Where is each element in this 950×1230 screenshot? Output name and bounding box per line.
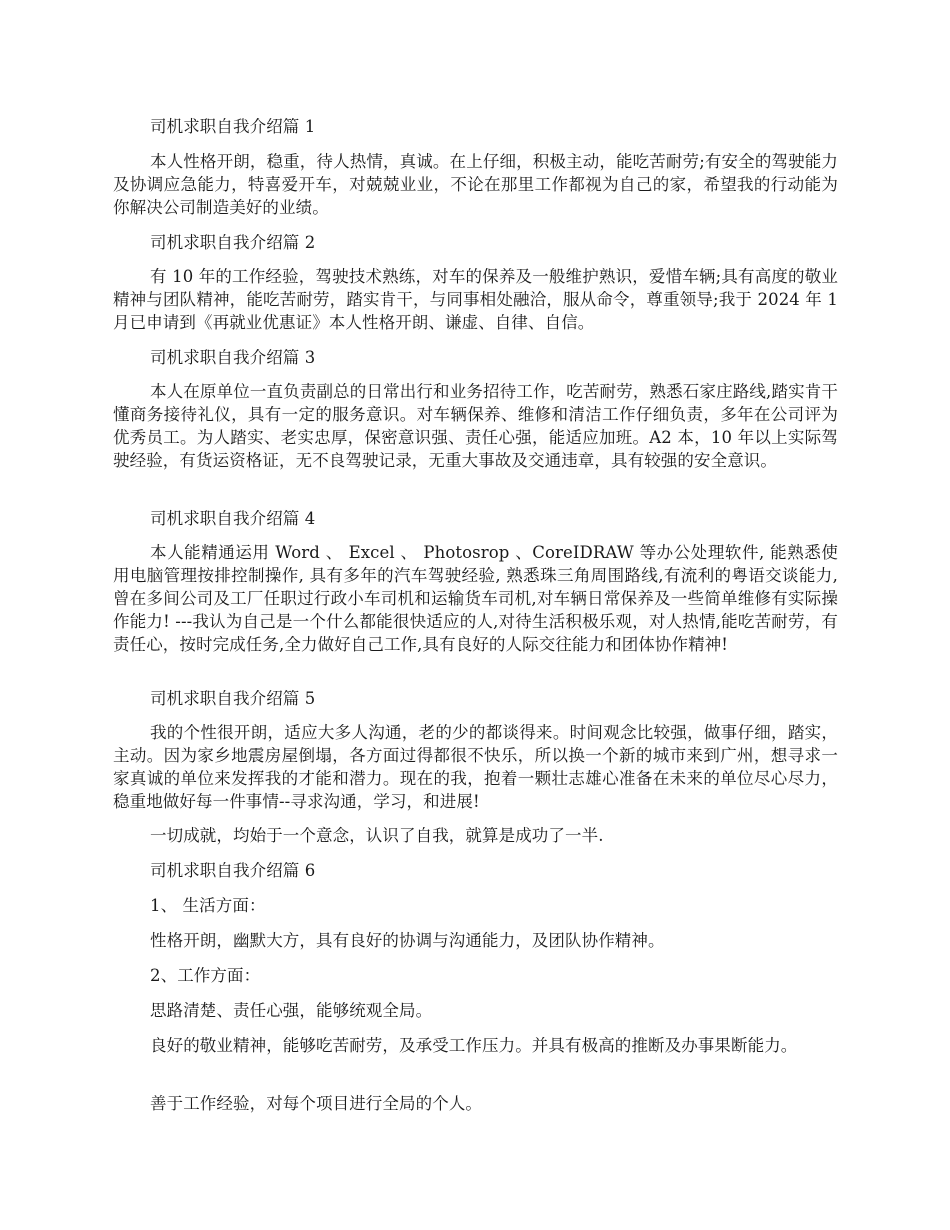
section-heading-1: 司机求职自我介绍篇 1 bbox=[150, 117, 316, 136]
paragraph-7: 性格开朗，幽默大方，具有良好的协调与沟通能力，及团队协作精神。 bbox=[150, 931, 665, 950]
paragraph-6: 一切成就，均始于一个意念，认识了自我，就算是成功了一半. bbox=[150, 826, 604, 845]
paragraph-10: 善于工作经验，对每个项目进行全局的个人。 bbox=[150, 1094, 482, 1113]
section-heading-6: 司机求职自我介绍篇 6 bbox=[150, 861, 316, 880]
paragraph-1: 本人性格开朗，稳重，待人热情，真诚。在上仔细，积极主动，能吃苦耐劳;有安全的驾驶能力及协调应急能力，特喜爱开车，对兢兢业业，不论在那里工作都视为自己的家，希望我的行动能为你解决公司制造美好的业绩。 bbox=[113, 152, 838, 217]
list-heading-1: 1、 生活方面： bbox=[150, 896, 266, 915]
paragraph-4: 本人能精通运用 Word 、 Excel 、 Photosrop 、CoreIDRAW 等办公处理软件, 能熟悉使用电脑管理按排控制操作, 具有多年的汽车驾驶经验, 熟悉珠三角周围路线,有流利的粤语交谈能力,曾在多间公司及工厂任职过行政小车司机和运输货车司机,对车辆日常保养及一些简单维修有实际操作能力! ---我认为自己是一个什么都能很快适应的人,对待生活积极乐观，对人热情,能吃苦耐劳，有责任心，按时完成任务,全力做好自己工作,具有良好的人际交往能力和团体协作精神! bbox=[113, 543, 838, 654]
section-heading-5: 司机求职自我介绍篇 5 bbox=[150, 689, 316, 708]
section-heading-3: 司机求职自我介绍篇 3 bbox=[150, 348, 316, 367]
section-heading-2: 司机求职自我介绍篇 2 bbox=[150, 233, 316, 252]
list-heading-2: 2、工作方面： bbox=[150, 966, 261, 985]
section-heading-4: 司机求职自我介绍篇 4 bbox=[150, 509, 316, 528]
paragraph-9: 良好的敬业精神，能够吃苦耐劳，及承受工作压力。并具有极高的推断及办事果断能力。 bbox=[150, 1036, 798, 1055]
paragraph-3: 本人在原单位一直负责副总的日常出行和业务招待工作，吃苦耐劳，熟悉石家庄路线,踏实肯干懂商务接待礼仪，具有一定的服务意识。对车辆保养、维修和清洁工作仔细负责，多年在公司评为优秀员工。为人踏实、老实忠厚，保密意识强、责任心强，能适应加班。A2 本，10 年以上实际驾驶经验，有货运资格证，无不良驾驶记录，无重大事故及交通违章，具有较强的安全意识。 bbox=[113, 382, 838, 470]
paragraph-8: 思路清楚、责任心强，能够统观全局。 bbox=[150, 1001, 433, 1020]
paragraph-2: 有 10 年的工作经验，驾驶技术熟练，对车的保养及一般维护熟识，爱惜车辆;具有高度的敬业精神与团队精神，能吃苦耐劳，踏实肯干，与同事相处融洽，服从命令，尊重领导;我于 2024 年 1 月已申请到《再就业优惠证》本人性格开朗、谦虚、自律、自信。 bbox=[113, 267, 838, 332]
paragraph-5: 我的个性很开朗，适应大多人沟通，老的少的都谈得来。时间观念比较强，做事仔细，踏实，主动。因为家乡地震房屋倒塌，各方面过得都很不快乐，所以换一个新的城市来到广州，想寻求一家真诚的单位来发挥我的才能和潜力。现在的我，抱着一颗壮志雄心准备在未来的单位尽心尽力，稳重地做好每一件事情--寻求沟通，学习，和进展! bbox=[113, 723, 838, 811]
